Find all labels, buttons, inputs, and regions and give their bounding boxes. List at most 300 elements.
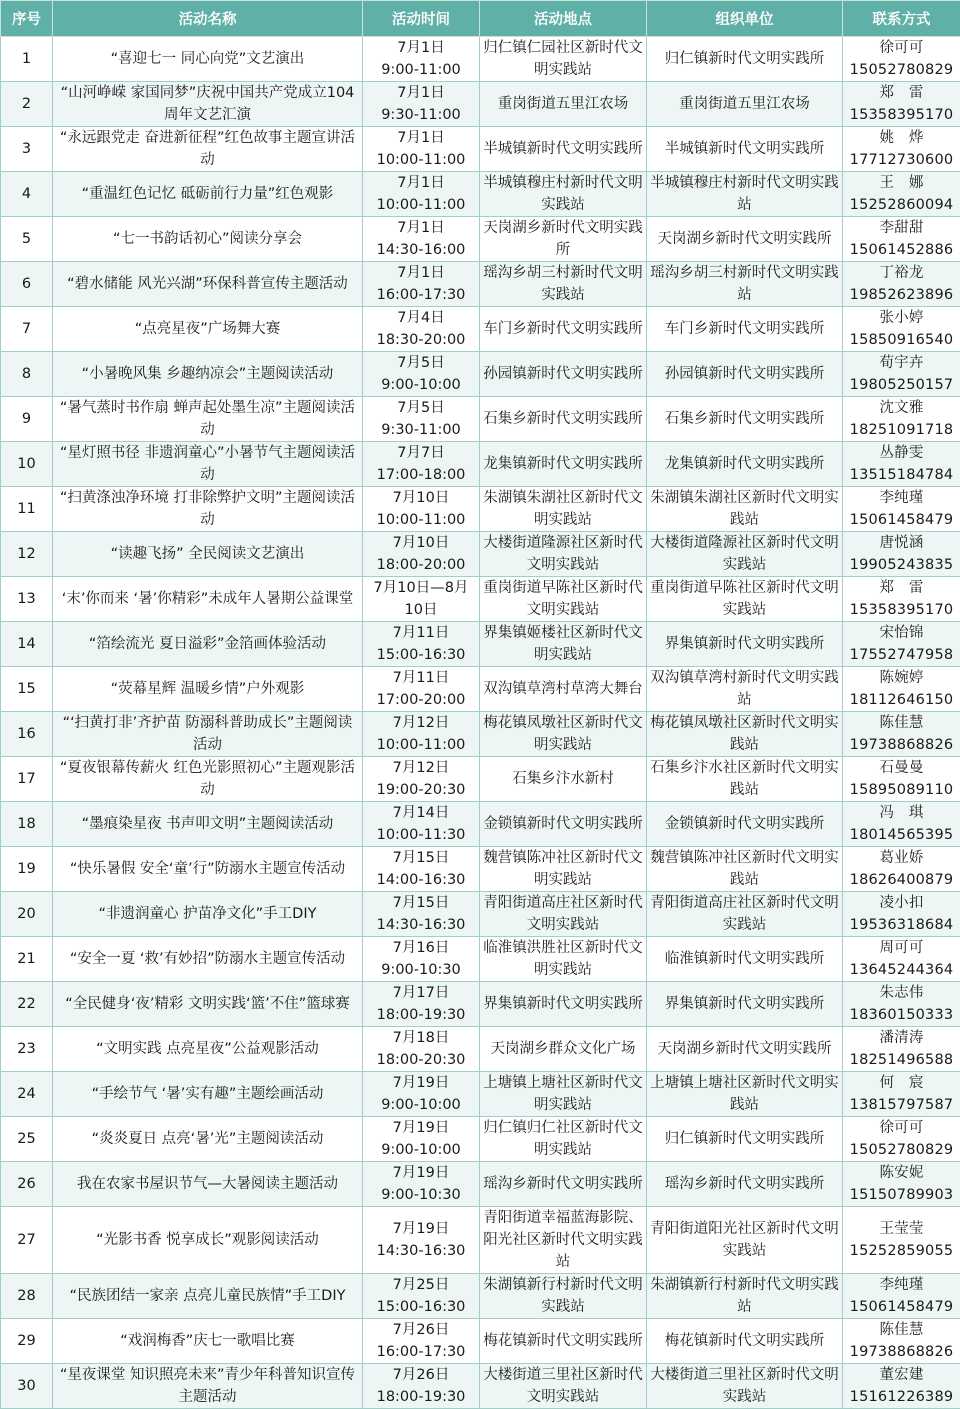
activity-location-cell-text: 车门乡新时代文明实践所 <box>483 321 643 337</box>
organizer-cell-text: 重岗街道早陈社区新时代文明实践站 <box>650 580 839 618</box>
contact-cell <box>843 577 960 622</box>
activity-location-cell <box>480 127 647 172</box>
activity-location-cell <box>480 802 647 847</box>
contact-cell <box>843 442 960 487</box>
activity-name-cell-text: “碧水储能 风光兴湖”环保科普宣传主题活动 <box>67 276 348 292</box>
table-row <box>1 1162 960 1207</box>
activity-time-cell-line-1: 7月19日 <box>366 1117 476 1139</box>
table-row <box>1 217 960 262</box>
activity-time-cell-line-1: 7月14日 <box>366 802 476 824</box>
activity-time-cell <box>363 442 480 487</box>
row-index-cell-text: 5 <box>22 231 31 247</box>
activity-location-cell-text: 重岗街道早陈社区新时代文明实践站 <box>483 580 643 618</box>
contact-cell-line-2: 15052780829 <box>846 1139 957 1161</box>
organizer-cell <box>647 847 843 892</box>
organizer-cell-text: 梅花镇新时代文明实践所 <box>665 1333 825 1349</box>
row-index-cell <box>1 1072 53 1117</box>
activity-location-cell-text: 界集镇新时代文明实践所 <box>483 996 643 1012</box>
activity-time-cell <box>363 487 480 532</box>
contact-cell-line-1: 王 娜 <box>846 172 957 194</box>
organizer-cell-text: 大楼街道隆源社区新时代文明实践站 <box>650 535 839 573</box>
table-row <box>1 667 960 712</box>
activity-location-cell-text: 青阳街道幸福蓝海影院、阳光社区新时代文明实践站 <box>483 1210 643 1270</box>
activity-location-cell-text: 孙园镇新时代文明实践所 <box>483 366 643 382</box>
contact-cell-line-1: 葛业娇 <box>846 847 957 869</box>
contact-cell <box>843 37 960 82</box>
organizer-cell <box>647 892 843 937</box>
activity-name-cell-text: “文明实践 点亮星夜”公益观影活动 <box>96 1041 319 1057</box>
contact-cell <box>843 1027 960 1072</box>
row-index-cell <box>1 712 53 757</box>
table-row <box>1 1072 960 1117</box>
contact-cell-line-2: 19805250157 <box>846 374 957 396</box>
row-index-cell <box>1 667 53 712</box>
contact-cell-line-1: 徐可可 <box>846 37 957 59</box>
activity-location-cell-text: 双沟镇草湾村草湾大舞台 <box>483 681 643 697</box>
contact-cell <box>843 937 960 982</box>
activity-time-cell-line-1: 7月7日 <box>366 442 476 464</box>
activity-name-cell <box>53 1162 363 1207</box>
organizer-cell <box>647 37 843 82</box>
contact-cell <box>843 397 960 442</box>
activity-name-cell-text: ‘末’你而来 ‘暑’你精彩”未成年人暑期公益课堂 <box>62 591 354 607</box>
activity-time-cell <box>363 802 480 847</box>
activity-time-cell-line-2: 19:00-20:30 <box>366 779 476 801</box>
activity-time-cell-line-1: 7月10日 <box>366 487 476 509</box>
header-contact: 联系方式 <box>843 1 960 37</box>
row-index-cell <box>1 127 53 172</box>
row-index-cell-text: 16 <box>17 726 35 742</box>
activity-time-cell <box>363 1117 480 1162</box>
contact-cell-line-2: 15061452886 <box>846 239 957 261</box>
table-row <box>1 397 960 442</box>
row-index-cell <box>1 937 53 982</box>
contact-cell-line-1: 宋怡锦 <box>846 622 957 644</box>
activity-name-cell-text: “读趣飞扬” 全民阅读文艺演出 <box>111 546 305 562</box>
activity-location-cell <box>480 37 647 82</box>
activity-time-cell-line-1: 7月5日 <box>366 352 476 374</box>
organizer-cell <box>647 1319 843 1364</box>
contact-cell-line-2: 15895089110 <box>846 779 957 801</box>
row-index-cell <box>1 577 53 622</box>
row-index-cell-text: 3 <box>22 141 31 157</box>
activity-time-cell <box>363 1274 480 1319</box>
table-row <box>1 172 960 217</box>
organizer-cell-text: 石集乡新时代文明实践所 <box>665 411 825 427</box>
organizer-cell <box>647 352 843 397</box>
activity-time-cell <box>363 1027 480 1072</box>
contact-cell-line-2: 13515184784 <box>846 464 957 486</box>
activity-name-cell <box>53 847 363 892</box>
contact-cell <box>843 982 960 1027</box>
organizer-cell-text: 天岗湖乡新时代文明实践所 <box>658 231 832 247</box>
contact-cell <box>843 667 960 712</box>
activity-name-cell <box>53 1117 363 1162</box>
header-activity-name: 活动名称 <box>53 1 363 37</box>
activity-time-cell <box>363 712 480 757</box>
activity-name-cell <box>53 1319 363 1364</box>
activity-time-cell <box>363 397 480 442</box>
organizer-cell <box>647 937 843 982</box>
row-index-cell <box>1 532 53 577</box>
activity-time-cell-line-2: 10:00-11:00 <box>366 194 476 216</box>
activity-time-cell-line-1: 7月15日 <box>366 847 476 869</box>
activity-location-cell-text: 梅花镇新时代文明实践所 <box>483 1333 643 1349</box>
table-row <box>1 892 960 937</box>
activity-time-cell-line-2: 9:00-11:00 <box>366 59 476 81</box>
contact-cell-line-1: 丁裕龙 <box>846 262 957 284</box>
activity-location-cell <box>480 757 647 802</box>
activity-location-cell-text: 天岗湖乡新时代文明实践所 <box>483 220 643 258</box>
contact-cell-line-1: 朱志伟 <box>846 982 957 1004</box>
activity-name-cell <box>53 757 363 802</box>
table-row <box>1 847 960 892</box>
contact-cell <box>843 82 960 127</box>
organizer-cell-text: 魏营镇陈冲社区新时代文明实践站 <box>650 850 839 888</box>
contact-cell-line-2: 15052780829 <box>846 59 957 81</box>
contact-cell <box>843 1072 960 1117</box>
activity-name-cell-text: “手绘节气 ‘暑’实有趣”主题绘画活动 <box>92 1086 324 1102</box>
table-row <box>1 307 960 352</box>
activity-name-cell <box>53 937 363 982</box>
activity-name-cell-text: 我在农家书屋识节气—大暑阅读主题活动 <box>77 1176 338 1192</box>
activity-time-cell-line-2: 10:00-11:00 <box>366 509 476 531</box>
activity-name-cell <box>53 352 363 397</box>
table-row <box>1 1274 960 1319</box>
activity-location-cell-text: 朱湖镇新行村新时代文明实践站 <box>483 1277 643 1315</box>
activity-name-cell-text: “戏润梅香”庆七一歌唱比赛 <box>120 1333 295 1349</box>
activity-location-cell-text: 归仁镇归仁社区新时代文明实践站 <box>483 1120 643 1158</box>
activity-name-cell <box>53 1072 363 1117</box>
activity-name-cell <box>53 667 363 712</box>
activity-location-cell <box>480 1364 647 1409</box>
activity-location-cell <box>480 352 647 397</box>
contact-cell <box>843 532 960 577</box>
row-index-cell-text: 20 <box>17 906 35 922</box>
contact-cell-line-1: 王莹莹 <box>846 1218 957 1240</box>
activity-location-cell-text: 界集镇姬楼社区新时代文明实践站 <box>483 625 643 663</box>
activity-location-cell-text: 临淮镇洪胜社区新时代文明实践站 <box>483 940 643 978</box>
activity-time-cell-line-1: 7月16日 <box>366 937 476 959</box>
contact-cell-line-2: 13645244364 <box>846 959 957 981</box>
activity-location-cell <box>480 1319 647 1364</box>
contact-cell <box>843 1162 960 1207</box>
activity-time-cell-line-1: 7月26日 <box>366 1364 476 1386</box>
table-row <box>1 1319 960 1364</box>
activity-time-cell-line-2: 16:00-17:30 <box>366 284 476 306</box>
activity-location-cell <box>480 622 647 667</box>
activity-time-cell-line-1: 7月12日 <box>366 757 476 779</box>
activity-time-cell <box>363 217 480 262</box>
organizer-cell <box>647 532 843 577</box>
activity-time-cell-line-1: 7月1日 <box>366 217 476 239</box>
activity-name-cell-text: “安全一夏 ‘救’有妙招”防溺水主题宣传活动 <box>70 951 345 967</box>
table-row <box>1 622 960 667</box>
organizer-cell <box>647 127 843 172</box>
row-index-cell-text: 25 <box>17 1131 35 1147</box>
activity-time-cell <box>363 1207 480 1274</box>
activity-location-cell-text: 石集乡新时代文明实践所 <box>483 411 643 427</box>
activity-location-cell <box>480 1072 647 1117</box>
activity-name-cell-text: “喜迎七一 同心向党”文艺演出 <box>111 51 305 67</box>
activity-time-cell <box>363 622 480 667</box>
activity-time-cell-line-1: 7月18日 <box>366 1027 476 1049</box>
activity-location-cell <box>480 1207 647 1274</box>
activity-location-cell <box>480 982 647 1027</box>
activity-location-cell <box>480 307 647 352</box>
activity-location-cell <box>480 82 647 127</box>
activity-name-cell-text: “扫黄涤浊净环境 打非除弊护文明”主题阅读活动 <box>60 490 355 528</box>
activity-name-cell-text: “‘扫黄打非’齐护苗 防溺科普助成长”主题阅读活动 <box>63 715 353 753</box>
organizer-cell-text: 朱湖镇新行村新时代文明实践站 <box>650 1277 839 1315</box>
organizer-cell-text: 车门乡新时代文明实践所 <box>665 321 825 337</box>
organizer-cell-text: 半城镇新时代文明实践所 <box>665 141 825 157</box>
activity-time-cell-line-2: 9:30-11:00 <box>366 419 476 441</box>
contact-cell <box>843 802 960 847</box>
organizer-cell-text: 朱湖镇朱湖社区新时代文明实践站 <box>650 490 839 528</box>
contact-cell-line-2: 18112646150 <box>846 689 957 711</box>
contact-cell-line-1: 郑 雷 <box>846 577 957 599</box>
organizer-cell <box>647 217 843 262</box>
row-index-cell-text: 19 <box>17 861 35 877</box>
row-index-cell-text: 8 <box>22 366 31 382</box>
organizer-cell <box>647 802 843 847</box>
row-index-cell-text: 1 <box>22 51 31 67</box>
contact-cell-line-1: 荀宇卉 <box>846 352 957 374</box>
activity-name-cell <box>53 262 363 307</box>
table-row <box>1 757 960 802</box>
activity-time-cell-line-1: 7月12日 <box>366 712 476 734</box>
activity-time-cell-line-2: 14:00-16:30 <box>366 869 476 891</box>
contact-cell-line-2: 19536318684 <box>846 914 957 936</box>
activity-time-cell <box>363 1319 480 1364</box>
contact-cell <box>843 352 960 397</box>
activity-location-cell <box>480 577 647 622</box>
activity-name-cell <box>53 1207 363 1274</box>
activity-name-cell <box>53 37 363 82</box>
row-index-cell-text: 21 <box>17 951 35 967</box>
activity-location-cell-text: 半城镇新时代文明实践所 <box>483 141 643 157</box>
activity-time-cell-line-2: 15:00-16:30 <box>366 644 476 666</box>
contact-cell-line-2: 15061458479 <box>846 509 957 531</box>
organizer-cell <box>647 1364 843 1409</box>
row-index-cell <box>1 307 53 352</box>
activity-time-cell <box>363 172 480 217</box>
contact-cell-line-1: 丛静雯 <box>846 442 957 464</box>
contact-cell-line-2: 17712730600 <box>846 149 957 171</box>
contact-cell-line-2: 15252859055 <box>846 1240 957 1262</box>
activity-name-cell <box>53 172 363 217</box>
activity-location-cell-text: 朱湖镇朱湖社区新时代文明实践站 <box>483 490 643 528</box>
activity-location-cell-text: 金锁镇新时代文明实践所 <box>483 816 643 832</box>
organizer-cell <box>647 442 843 487</box>
row-index-cell-text: 17 <box>17 771 35 787</box>
contact-cell-line-2: 18251091718 <box>846 419 957 441</box>
activity-time-cell-line-2: 18:00-19:30 <box>366 1386 476 1408</box>
organizer-cell <box>647 1027 843 1072</box>
activity-location-cell-text: 瑶沟乡胡三村新时代文明实践站 <box>483 265 643 303</box>
organizer-cell-text: 青阳街道高庄社区新时代文明实践站 <box>650 895 839 933</box>
activity-time-cell-line-1: 7月19日 <box>366 1218 476 1240</box>
activity-time-cell <box>363 1364 480 1409</box>
organizer-cell-text: 青阳街道阳光社区新时代文明实践站 <box>650 1221 839 1259</box>
contact-cell <box>843 712 960 757</box>
activity-time-cell <box>363 847 480 892</box>
activity-name-cell <box>53 982 363 1027</box>
activity-name-cell <box>53 712 363 757</box>
activity-location-cell-text: 归仁镇仁园社区新时代文明实践站 <box>483 40 643 78</box>
organizer-cell <box>647 757 843 802</box>
activity-name-cell <box>53 487 363 532</box>
contact-cell-line-1: 陈婉婷 <box>846 667 957 689</box>
activity-time-cell-line-2: 17:00-20:00 <box>366 689 476 711</box>
activity-name-cell-text: “炎炎夏日 点亮‘暑’光”主题阅读活动 <box>92 1131 324 1147</box>
activity-time-cell-line-1: 7月1日 <box>366 82 476 104</box>
row-index-cell-text: 4 <box>22 186 31 202</box>
activity-time-cell <box>363 532 480 577</box>
table-row <box>1 1027 960 1072</box>
activity-name-cell <box>53 892 363 937</box>
activity-time-cell-line-2: 9:30-11:00 <box>366 104 476 126</box>
contact-cell-line-1: 潘清涛 <box>846 1027 957 1049</box>
activity-location-cell-text: 半城镇穆庄村新时代文明实践站 <box>483 175 643 213</box>
activity-location-cell <box>480 442 647 487</box>
row-index-cell-text: 27 <box>17 1232 35 1248</box>
activity-time-cell <box>363 82 480 127</box>
contact-cell-line-1: 周可可 <box>846 937 957 959</box>
row-index-cell-text: 12 <box>17 546 35 562</box>
activity-time-cell-line-2: 10:00-11:00 <box>366 149 476 171</box>
row-index-cell-text: 15 <box>17 681 35 697</box>
table-row <box>1 1207 960 1274</box>
organizer-cell <box>647 1162 843 1207</box>
activity-time-cell-line-2: 9:00-10:30 <box>366 1184 476 1206</box>
row-index-cell-text: 6 <box>22 276 31 292</box>
activity-name-cell <box>53 127 363 172</box>
activity-time-cell-line-2: 16:00-17:30 <box>366 1341 476 1363</box>
activity-time-cell-line-1: 7月5日 <box>366 397 476 419</box>
contact-cell-line-2: 18014565395 <box>846 824 957 846</box>
contact-cell-line-1: 姚 烨 <box>846 127 957 149</box>
contact-cell-line-1: 陈佳慧 <box>846 712 957 734</box>
activity-location-cell <box>480 262 647 307</box>
table-row <box>1 262 960 307</box>
contact-cell-line-2: 15358395170 <box>846 599 957 621</box>
activity-name-cell-text: “星灯照书径 非遗润童心”小暑节气主题阅读活动 <box>60 445 355 483</box>
activity-time-cell-line-2: 9:00-10:00 <box>366 1094 476 1116</box>
contact-cell <box>843 172 960 217</box>
row-index-cell <box>1 757 53 802</box>
activity-time-cell <box>363 37 480 82</box>
activity-name-cell <box>53 307 363 352</box>
activity-time-cell-line-2: 10:00-11:00 <box>366 734 476 756</box>
activity-name-cell-text: “民族团结一家亲 点亮儿童民族情”手工DIY <box>70 1288 346 1304</box>
activity-name-cell <box>53 532 363 577</box>
activity-location-cell-text: 梅花镇凤墩社区新时代文明实践站 <box>483 715 643 753</box>
row-index-cell <box>1 352 53 397</box>
activity-time-cell <box>363 577 480 622</box>
contact-cell-line-1: 董宏建 <box>846 1364 957 1386</box>
header-organizer: 组织单位 <box>647 1 843 37</box>
activity-time-cell-line-1: 7月11日 <box>366 667 476 689</box>
activity-time-cell <box>363 262 480 307</box>
activity-location-cell <box>480 892 647 937</box>
activity-time-cell <box>363 667 480 712</box>
activity-time-cell-line-2: 15:00-16:30 <box>366 1296 476 1318</box>
row-index-cell-text: 30 <box>17 1378 35 1394</box>
organizer-cell <box>647 1117 843 1162</box>
activity-time-cell <box>363 1162 480 1207</box>
activity-location-cell <box>480 667 647 712</box>
contact-cell-line-2: 15850916540 <box>846 329 957 351</box>
contact-cell-line-1: 陈安妮 <box>846 1162 957 1184</box>
row-index-cell <box>1 982 53 1027</box>
organizer-cell-text: 金锁镇新时代文明实践所 <box>665 816 825 832</box>
row-index-cell <box>1 217 53 262</box>
activity-name-cell-text: “夏夜银幕传薪火 红色光影照初心”主题观影活动 <box>60 760 355 798</box>
row-index-cell <box>1 82 53 127</box>
contact-cell-line-1: 沈文雅 <box>846 397 957 419</box>
activity-time-cell-line-1: 7月10日—8月 <box>366 577 476 599</box>
contact-cell <box>843 757 960 802</box>
contact-cell-line-1: 徐可可 <box>846 1117 957 1139</box>
activity-location-cell-text: 天岗湖乡群众文化广场 <box>491 1041 636 1057</box>
row-index-cell <box>1 1207 53 1274</box>
organizer-cell <box>647 397 843 442</box>
organizer-cell-text: 龙集镇新时代文明实践所 <box>665 456 825 472</box>
contact-cell-line-2: 15358395170 <box>846 104 957 126</box>
row-index-cell-text: 10 <box>17 456 35 472</box>
activity-time-cell <box>363 1072 480 1117</box>
row-index-cell <box>1 1027 53 1072</box>
table-row <box>1 937 960 982</box>
organizer-cell <box>647 172 843 217</box>
activity-time-cell-line-2: 14:30-16:30 <box>366 1240 476 1262</box>
activity-time-cell-line-1: 7月25日 <box>366 1274 476 1296</box>
contact-cell-line-1: 李纯瑾 <box>846 1274 957 1296</box>
organizer-cell-text: 界集镇新时代文明实践所 <box>665 996 825 1012</box>
contact-cell-line-1: 张小婷 <box>846 307 957 329</box>
activity-time-cell-line-2: 17:00-18:00 <box>366 464 476 486</box>
row-index-cell-text: 18 <box>17 816 35 832</box>
activity-name-cell-text: “点亮星夜”广场舞大赛 <box>135 321 281 337</box>
activity-name-cell <box>53 802 363 847</box>
activity-time-cell <box>363 937 480 982</box>
activity-name-cell-text: “荧幕星辉 温暖乡情”户外观影 <box>111 681 305 697</box>
activity-location-cell <box>480 937 647 982</box>
row-index-cell <box>1 892 53 937</box>
organizer-cell-text: 临淮镇新时代文明实践所 <box>665 951 825 967</box>
activity-time-cell-line-2: 14:30-16:30 <box>366 914 476 936</box>
row-index-cell-text: 22 <box>17 996 35 1012</box>
organizer-cell <box>647 982 843 1027</box>
activity-time-cell-line-2: 18:00-20:00 <box>366 554 476 576</box>
organizer-cell <box>647 307 843 352</box>
row-index-cell-text: 2 <box>22 96 31 112</box>
contact-cell-line-2: 15061458479 <box>846 1296 957 1318</box>
contact-cell-line-2: 19738868826 <box>846 734 957 756</box>
activity-name-cell <box>53 82 363 127</box>
activity-name-cell-text: “星夜课堂 知识照亮未来”青少年科普知识宣传主题活动 <box>60 1367 355 1405</box>
activity-time-cell-line-2: 9:00-10:30 <box>366 959 476 981</box>
table-row <box>1 37 960 82</box>
organizer-cell <box>647 487 843 532</box>
organizer-cell-text: 石集乡汴水社区新时代文明实践站 <box>650 760 839 798</box>
activity-time-cell-line-1: 7月19日 <box>366 1162 476 1184</box>
organizer-cell-text: 界集镇新时代文明实践所 <box>665 636 825 652</box>
activity-time-cell-line-1: 7月10日 <box>366 532 476 554</box>
activity-name-cell-text: “永远跟党走 奋进新征程”红色故事主题宣讲活动 <box>60 130 355 168</box>
